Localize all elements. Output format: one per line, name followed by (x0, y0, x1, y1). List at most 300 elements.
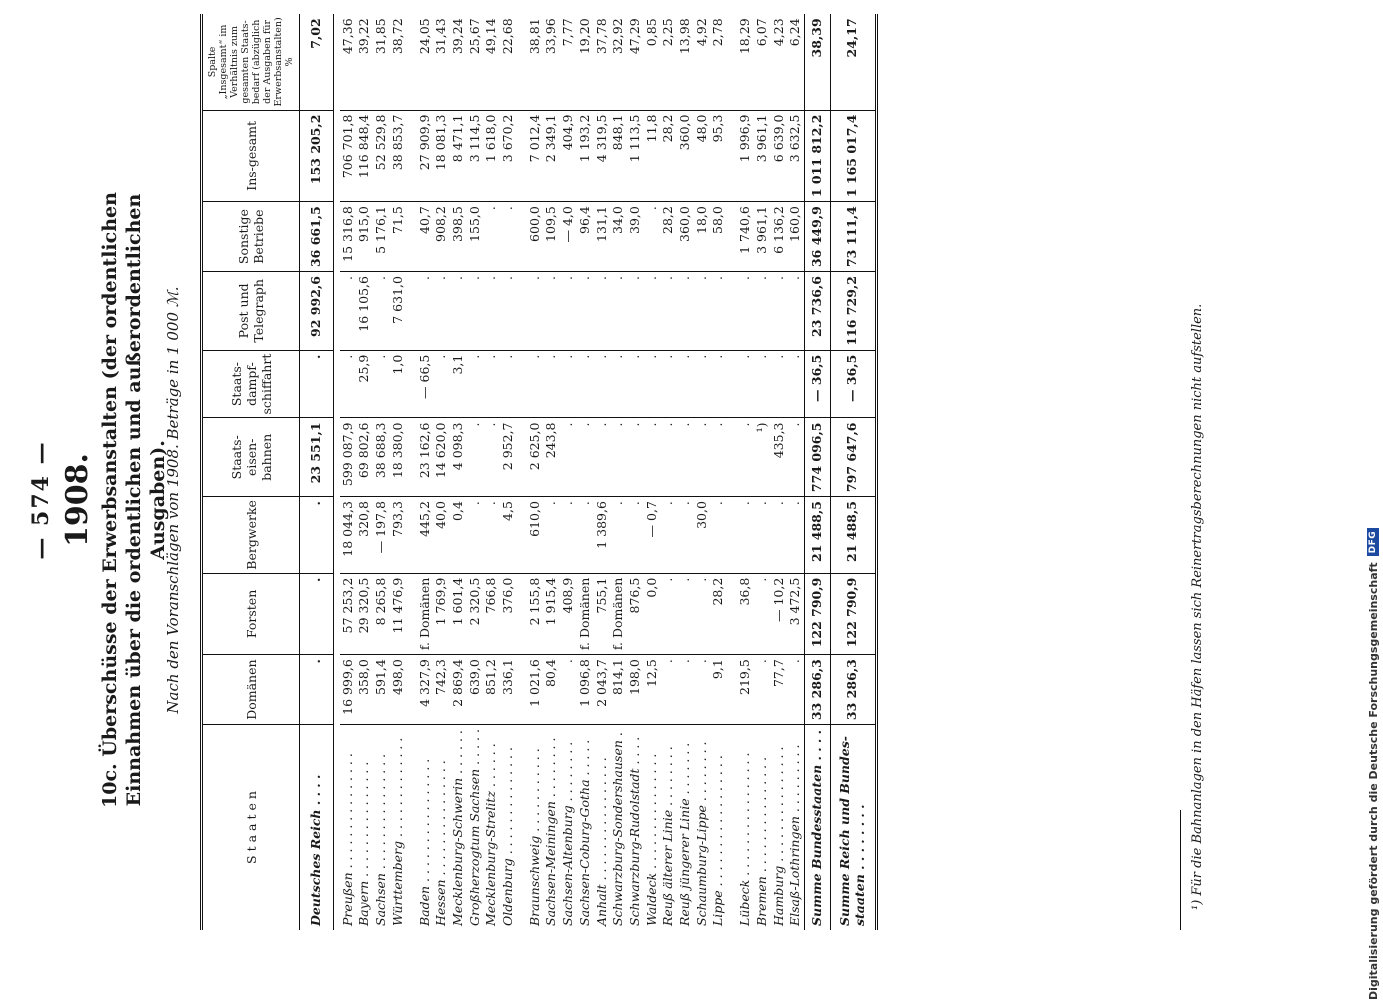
table-cell: . (483, 497, 500, 574)
table-cell: 8 265,8 (373, 573, 390, 654)
table-cell: 8 471,1 (450, 110, 467, 202)
table-cell: . (450, 272, 467, 351)
table-cell: . (300, 350, 334, 418)
table-cell: 25,9 (356, 350, 373, 418)
table-cell: 498,0 (390, 655, 417, 725)
table-cell: 2,25 (660, 14, 677, 110)
table-cell: 28,2 (710, 573, 737, 654)
table-cell: 336,1 (500, 655, 527, 725)
table-cell: . (483, 418, 500, 497)
table-cell: 0,0 (644, 573, 661, 654)
table-cell: 766,8 (483, 573, 500, 654)
table-cell: 122 790,9 (830, 573, 876, 654)
state-name: Deutsches Reich . . . . (300, 725, 334, 930)
table-cell: . (710, 418, 737, 497)
table-row (737, 14, 754, 930)
table-row (356, 14, 373, 930)
table-cell: — 10,2 (771, 573, 788, 654)
grand-total-row (830, 14, 876, 930)
table-cell: 851,2 (483, 655, 500, 725)
table-cell: — 36,5 (830, 350, 876, 418)
table-cell: 153 205,2 (300, 110, 334, 202)
table-cell: 814,1 (610, 655, 627, 725)
table-cell: 4,5 (500, 497, 527, 574)
state-name: Reuß älterer Linie . . . . . . . . (660, 746, 676, 926)
table-cell: . (737, 418, 754, 497)
table-cell: 243,8 (543, 418, 560, 497)
table-cell: f. Domänen (417, 573, 434, 654)
table-cell: 4,23 (771, 14, 788, 110)
table-cell: 2 043,7 (594, 655, 611, 725)
table-cell: . (527, 272, 544, 351)
table-cell: 1 915,4 (543, 573, 560, 654)
table-row (771, 14, 788, 930)
table-cell: 21 488,5 (830, 497, 876, 574)
table-cell: . (677, 350, 694, 418)
table-cell: . (754, 573, 771, 654)
table-cell: . (787, 497, 804, 574)
table-cell: 4 098,3 (450, 418, 467, 497)
table-cell: . (467, 497, 484, 574)
table-cell: 116 729,2 (830, 272, 876, 351)
table-cell: 116 848,4 (356, 110, 373, 202)
table-cell: . (771, 272, 788, 351)
table-cell: . (787, 655, 804, 725)
table-cell: . (594, 418, 611, 497)
table-cell: . (660, 272, 677, 351)
state-name: Braunschweig . . . . . . . . . . . (526, 748, 542, 926)
table-cell: . (577, 418, 594, 497)
state-name: Lippe . . . . . . . . . . . . . . . . . (710, 755, 726, 926)
table-cell: . (594, 272, 611, 351)
table-cell: 2 349,1 (543, 110, 560, 202)
table-cell: 39,22 (356, 14, 373, 110)
table-cell: 7,02 (300, 14, 334, 110)
header-dampfschiffahrt: Staats-dampf-schiffahrt (202, 350, 300, 418)
table-cell: 30,0 (694, 497, 711, 574)
table-cell: . (340, 272, 357, 351)
table-title: 10c. Überschüsse der Erwerbsanstalten (der ordentlichen Einnahmen über die ordentlichen und außerordentlichen Ausgaben). (99, 192, 169, 808)
state-name: Summe Reich und Bundes-staaten . . . . . . . . (830, 725, 876, 930)
table-cell: 7 012,4 (527, 110, 544, 202)
table-cell: . (660, 655, 677, 725)
table-cell: . (417, 272, 434, 351)
table-cell: . (543, 272, 560, 351)
table-cell: 2,78 (710, 14, 737, 110)
table-cell: . (710, 497, 737, 574)
table-cell: 47,36 (340, 14, 357, 110)
table-cell: 3 961,1 (754, 202, 771, 272)
table-cell: . (560, 418, 577, 497)
table-cell: . (677, 418, 694, 497)
table-cell: . (373, 272, 390, 351)
header-bergwerke: Bergwerke (202, 497, 300, 574)
state-name: Waldeck . . . . . . . . . . . . . . . (643, 753, 659, 926)
state-name: Elsaß-Lothringen . . . . . . . . . (787, 744, 803, 926)
table-cell: f. Domänen (577, 573, 594, 654)
table-cell: . (737, 497, 754, 574)
table-cell: . (483, 202, 500, 272)
table-cell: — 36,5 (804, 350, 830, 418)
table-cell: 24,05 (417, 14, 434, 110)
table-cell: . (644, 350, 661, 418)
table-cell: . (694, 655, 711, 725)
table-cell: . (300, 573, 334, 654)
table-cell: 755,1 (594, 573, 611, 654)
table-cell: 445,2 (417, 497, 434, 574)
table-cell: 38,81 (527, 14, 544, 110)
table-cell: 2 952,7 (500, 418, 527, 497)
table-cell: 1 021,6 (527, 655, 544, 725)
table-cell: 1 740,6 (737, 202, 754, 272)
header-domaenen: Domänen (202, 655, 300, 725)
table-cell: 38 688,3 (373, 418, 390, 497)
table-cell: 4,92 (694, 14, 711, 110)
state-name: Schwarzburg-Rudolstadt . . . . (626, 736, 642, 926)
table-cell: . (644, 272, 661, 351)
table-cell: 92 992,6 (300, 272, 334, 351)
reich-row (300, 14, 334, 930)
table-cell: 33 286,3 (830, 655, 876, 725)
table-cell: . (787, 350, 804, 418)
table-cell: 0,4 (450, 497, 467, 574)
header-insgesamt: Ins-gesamt (202, 110, 300, 202)
table-cell: . (483, 350, 500, 418)
table-cell: 9,1 (710, 655, 737, 725)
table-cell: . (500, 350, 527, 418)
table-cell: . (500, 272, 527, 351)
table-cell: . (627, 272, 644, 351)
table-cell: 1 389,6 (594, 497, 611, 574)
state-name: Baden . . . . . . . . . . . . . . . . (416, 758, 432, 926)
table-cell: — 0,7 (644, 497, 661, 574)
table-cell: 122 790,9 (804, 573, 830, 654)
table-row (577, 14, 594, 930)
table-cell: 40,0 (433, 497, 450, 574)
table-cell: 1 601,4 (450, 573, 467, 654)
page-number: — 574 — (28, 440, 54, 560)
table-cell: 11 476,9 (390, 573, 417, 654)
table-cell: 18 380,0 (390, 418, 417, 497)
header-post: Post und Telegraph (202, 272, 300, 351)
table-cell: 6 639,0 (771, 110, 788, 202)
table-cell: 848,1 (610, 110, 627, 202)
table-cell: 3 670,2 (500, 110, 527, 202)
dfg-logo-icon: DFG (1367, 528, 1379, 557)
table-cell: 774 096,5 (804, 418, 830, 497)
table-cell: . (660, 573, 677, 654)
table-cell: 13,98 (677, 14, 694, 110)
table-cell: . (577, 350, 594, 418)
table-cell: 398,5 (450, 202, 467, 272)
table-cell: 2 625,0 (527, 418, 544, 497)
table-cell: 27 909,9 (417, 110, 434, 202)
table-cell: . (577, 272, 594, 351)
table-cell: 131,1 (594, 202, 611, 272)
table-body (300, 14, 877, 930)
table-cell: 1 618,0 (483, 110, 500, 202)
table-cell: . (677, 497, 694, 574)
table-cell: 23 551,1 (300, 418, 334, 497)
table-cell: 408,9 (560, 573, 577, 654)
table-row (433, 14, 450, 930)
table-cell: 4 319,5 (594, 110, 611, 202)
watermark-text: Digitalisierung gefördert durch die Deutsche Forschungsgemeinschaft (1366, 562, 1380, 1000)
table-cell: — 66,5 (417, 350, 434, 418)
header-anteil-text: Spalte „Insgesamt“ im Verhältnis zum gesamten Staats-bedarf (abzüglich der Ausgaben für Erwerbsanstalten) (207, 17, 284, 107)
table-cell: 96,4 (577, 202, 594, 272)
table-cell: 1 996,9 (737, 110, 754, 202)
table-cell: . (610, 418, 627, 497)
table-cell: 22,68 (500, 14, 527, 110)
table-cell: . (694, 272, 711, 351)
table-cell: 58,0 (710, 202, 737, 272)
state-name: Summe Bundesstaaten . . . . (804, 725, 830, 930)
table-row (660, 14, 677, 930)
state-name: Lübeck . . . . . . . . . . . . . . . . (737, 752, 753, 926)
table-cell: . (527, 350, 544, 418)
table-cell: . (677, 655, 694, 725)
table-cell: 73 111,4 (830, 202, 876, 272)
table-row (543, 14, 560, 930)
table-cell: 908,2 (433, 202, 450, 272)
table-cell: 376,0 (500, 573, 527, 654)
table-cell: . (433, 272, 450, 351)
table-cell: . (560, 497, 577, 574)
table-cell: 12,5 (644, 655, 661, 725)
table-cell: 39,24 (450, 14, 467, 110)
table-cell: 876,5 (627, 573, 644, 654)
footnote: ¹) Für die Bahnanlagen in den Häfen lassen sich Reinertragsberechnungen nicht aufstellen. (1190, 303, 1205, 910)
table-row (467, 14, 484, 930)
table-cell: 742,3 (433, 655, 450, 725)
table-cell: 48,0 (694, 110, 711, 202)
state-name: Großherzogtum Sachsen . . . . . (466, 729, 482, 926)
table-cell: 16 105,6 (356, 272, 373, 351)
table-cell: 3 632,5 (787, 110, 804, 202)
table-cell: 109,5 (543, 202, 560, 272)
table-row (677, 14, 694, 930)
table-row (450, 14, 467, 930)
table-cell: 23 736,6 (804, 272, 830, 351)
table-cell: 11,8 (644, 110, 661, 202)
table-cell: . (467, 272, 484, 351)
table-cell: . (340, 350, 357, 418)
state-name: Hessen . . . . . . . . . . . . . . . (433, 760, 449, 926)
table-cell: . (500, 202, 527, 272)
table-cell: 6,07 (754, 14, 771, 110)
table-cell: 18 044,3 (340, 497, 357, 574)
table-cell: . (677, 573, 694, 654)
table-cell: . (660, 418, 677, 497)
table-cell: 7,77 (560, 14, 577, 110)
table-row (373, 14, 390, 930)
table-cell: 33,96 (543, 14, 560, 110)
table-cell: 435,3 (771, 418, 788, 497)
table-cell: 69 802,6 (356, 418, 373, 497)
table-cell: 15 316,8 (340, 202, 357, 272)
state-name: Bremen . . . . . . . . . . . . . . . (753, 756, 769, 926)
state-name: Mecklenburg-Schwerin . . . . . . (449, 730, 465, 926)
state-name: Anhalt . . . . . . . . . . . . . . . . (593, 757, 609, 926)
table-cell: 38,72 (390, 14, 417, 110)
table-cell: 21 488,5 (804, 497, 830, 574)
table-cell: 36,8 (737, 573, 754, 654)
table-cell: 29 320,5 (356, 573, 373, 654)
state-name: Sachsen-Meiningen . . . . . . . . (543, 737, 559, 926)
table-cell: 47,29 (627, 14, 644, 110)
table-cell: . (787, 272, 804, 351)
table-cell: . (737, 272, 754, 351)
state-name: Hamburg . . . . . . . . . . . . . . . (770, 746, 786, 926)
table-cell: 404,9 (560, 110, 577, 202)
table-cell: 31,85 (373, 14, 390, 110)
table-row (527, 14, 544, 930)
table-cell: . (610, 350, 627, 418)
table-cell: . (627, 418, 644, 497)
header-forsten: Forsten (202, 573, 300, 654)
table-cell: 2 869,4 (450, 655, 467, 725)
table-row (417, 14, 434, 930)
table-cell: f. Domänen (610, 573, 627, 654)
table-cell: . (644, 418, 661, 497)
table-cell: 95,3 (710, 110, 737, 202)
state-name: Sachsen . . . . . . . . . . . . . . . (373, 753, 389, 926)
header-row (202, 14, 300, 930)
state-name: Bayern . . . . . . . . . . . . . . . (356, 761, 372, 926)
table-cell: . (610, 497, 627, 574)
surplus-table (200, 14, 878, 930)
table-cell: 360,0 (677, 110, 694, 202)
table-cell: 7 631,0 (390, 272, 417, 351)
table-cell: . (300, 655, 334, 725)
table-cell: 639,0 (467, 655, 484, 725)
table-cell: 793,3 (390, 497, 417, 574)
table-cell: . (710, 272, 737, 351)
table-cell: . (560, 272, 577, 351)
table-cell: 3 114,5 (467, 110, 484, 202)
table-cell: 3,1 (450, 350, 467, 418)
state-name: Mecklenburg-Strelitz . . . . . . (483, 743, 499, 926)
table-cell: 1 096,8 (577, 655, 594, 725)
table-cell: 28,2 (660, 202, 677, 272)
table-cell: 36 661,5 (300, 202, 334, 272)
table-cell: 1 113,5 (627, 110, 644, 202)
table-cell: . (694, 418, 711, 497)
footnote-rule (1180, 810, 1181, 930)
table-cell: . (754, 497, 771, 574)
table-cell: 1,0 (390, 350, 417, 418)
table-cell: — 197,8 (373, 497, 390, 574)
year-heading: 1908. (60, 453, 95, 547)
state-name: Reuß jüngerer Linie . . . . . . . (677, 742, 693, 926)
table-cell: 80,4 (543, 655, 560, 725)
table-cell: . (433, 350, 450, 418)
table-cell: . (627, 497, 644, 574)
header-staaten: S t a a t e n (202, 725, 300, 930)
table-row (754, 14, 771, 930)
table-cell: . (483, 272, 500, 351)
table-cell: 797 647,6 (830, 418, 876, 497)
table-row (610, 14, 627, 930)
table-row (627, 14, 644, 930)
table-row (644, 14, 661, 930)
table-row (594, 14, 611, 930)
table-cell: 915,0 (356, 202, 373, 272)
table-cell: 32,92 (610, 14, 627, 110)
table-cell: 40,7 (417, 202, 434, 272)
table-cell: 38,39 (804, 14, 830, 110)
table-cell: 591,4 (373, 655, 390, 725)
state-name: Schwarzburg-Sondershausen . (610, 732, 626, 926)
table-cell: . (771, 497, 788, 574)
table-cell: . (787, 418, 804, 497)
table-row (483, 14, 500, 930)
table-cell: 6 136,2 (771, 202, 788, 272)
table-cell: 2 155,8 (527, 573, 544, 654)
table-cell: — 4,0 (560, 202, 577, 272)
table-cell: . (594, 350, 611, 418)
table-cell: 198,0 (627, 655, 644, 725)
table-cell: 358,0 (356, 655, 373, 725)
table-cell: 38 853,7 (390, 110, 417, 202)
table-cell: 3 961,1 (754, 110, 771, 202)
table-cell: . (677, 272, 694, 351)
table-cell: 57 253,2 (340, 573, 357, 654)
table-row (500, 14, 527, 930)
table-row (340, 14, 357, 930)
table-cell: . (373, 350, 390, 418)
table-cell: 155,0 (467, 202, 484, 272)
table-cell: . (560, 350, 577, 418)
table-cell: 24,17 (830, 14, 876, 110)
table-cell: 219,5 (737, 655, 754, 725)
header-sonstige: Sonstige Betriebe (202, 202, 300, 272)
header-percent-unit: % (284, 57, 295, 67)
table-cell: 14 620,0 (433, 418, 450, 497)
table-cell: 4 327,9 (417, 655, 434, 725)
table-cell: 6,24 (787, 14, 804, 110)
table-cell: . (694, 350, 711, 418)
table-row (787, 14, 804, 930)
table-cell: 18 081,3 (433, 110, 450, 202)
table-cell: . (467, 350, 484, 418)
table-cell: 36 449,9 (804, 202, 830, 272)
table-cell: 16 999,6 (340, 655, 357, 725)
table-cell: 33 286,3 (804, 655, 830, 725)
table-cell: 2 320,5 (467, 573, 484, 654)
state-name: Sachsen-Altenburg . . . . . . . . (560, 741, 576, 926)
table-cell: . (660, 497, 677, 574)
table-cell: 1 769,9 (433, 573, 450, 654)
table-cell: 19,20 (577, 14, 594, 110)
table-cell: . (694, 573, 711, 654)
table-cell: . (560, 655, 577, 725)
table-cell: 52 529,8 (373, 110, 390, 202)
table-cell: 18,29 (737, 14, 754, 110)
table-cell: 610,0 (527, 497, 544, 574)
state-name: Schaumburg-Lippe . . . . . . . . (693, 741, 709, 926)
table-row (694, 14, 711, 930)
table-cell: 5 176,1 (373, 202, 390, 272)
table-cell: . (467, 418, 484, 497)
table-cell: 31,43 (433, 14, 450, 110)
table-cell: . (754, 272, 771, 351)
table-subtitle: Nach den Voranschlägen von 1908. Beträge in 1 000 ℳ. (164, 286, 182, 714)
table-cell: 160,0 (787, 202, 804, 272)
table-cell: 49,14 (483, 14, 500, 110)
table-cell: 360,0 (677, 202, 694, 272)
